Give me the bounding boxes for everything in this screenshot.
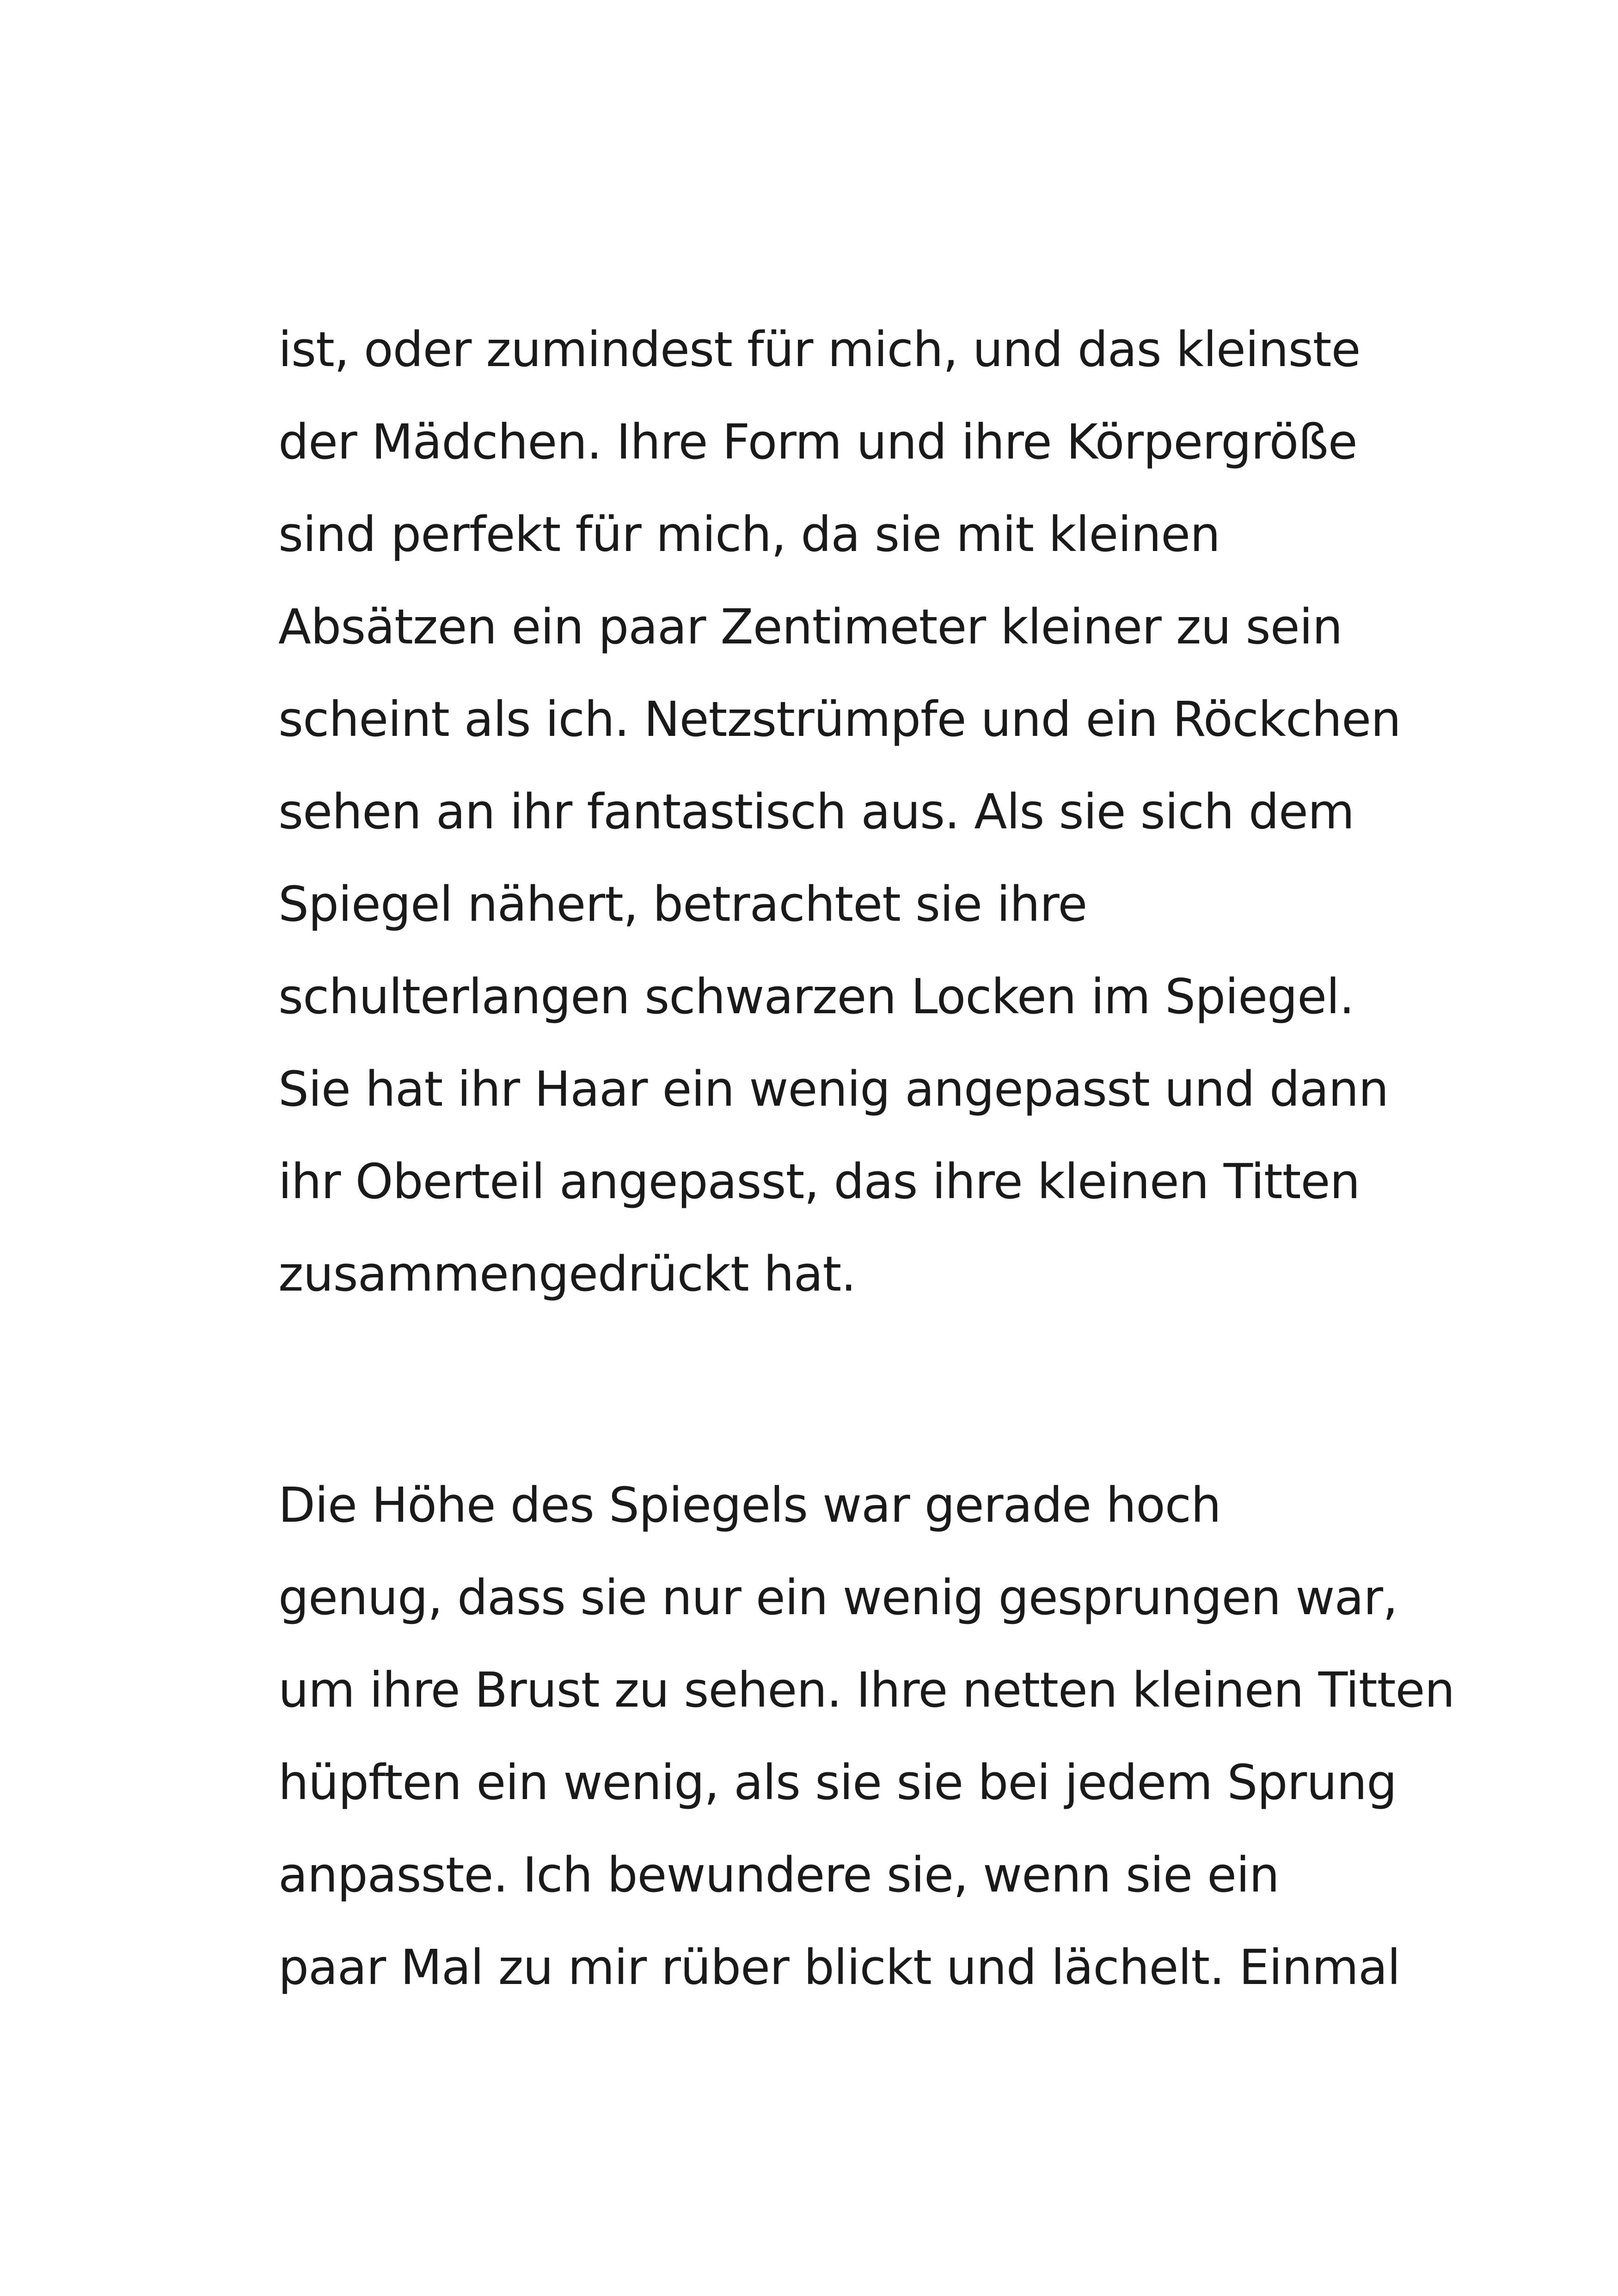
- text-line: genug, dass sie nur ein wenig gesprungen war,: [278, 1569, 1398, 1626]
- paragraph-2: [278, 1459, 1454, 2014]
- text-line: Absätzen ein paar Zentimeter kleiner zu sein: [278, 599, 1342, 655]
- text-line: sehen an ihr fantastisch aus. Als sie sich dem: [278, 784, 1354, 840]
- text-line: Spiegel nähert, betrachtet sie ihre: [278, 876, 1087, 932]
- text-line: Sie hat ihr Haar ein wenig angepasst und dann: [278, 1061, 1389, 1117]
- text-line: scheint als ich. Netzstrümpfe und ein Röckchen: [278, 691, 1401, 747]
- text-line: zusammengedrückt hat.: [278, 1246, 856, 1302]
- text-line: um ihre Brust zu sehen. Ihre netten kleinen Titten: [278, 1662, 1455, 1718]
- text-line: ist, oder zumindest für mich, und das kleinste: [278, 321, 1361, 378]
- text-line: paar Mal zu mir rüber blickt und lächelt. Einmal: [278, 1939, 1400, 1996]
- paragraph-1: [278, 303, 1401, 1320]
- text-line: ihr Oberteil angepasst, das ihre kleinen Titten: [278, 1153, 1360, 1210]
- text-line: sind perfekt für mich, da sie mit kleinen: [278, 506, 1220, 563]
- text-line: der Mädchen. Ihre Form und ihre Körpergröße: [278, 414, 1357, 470]
- text-line: Die Höhe des Spiegels war gerade hoch: [278, 1477, 1221, 1533]
- text-line: schulterlangen schwarzen Locken im Spiegel.: [278, 968, 1354, 1025]
- text-line: hüpften ein wenig, als sie sie bei jedem Sprung: [278, 1754, 1397, 1811]
- text-line: anpasste. Ich bewundere sie, wenn sie ein: [278, 1847, 1279, 1903]
